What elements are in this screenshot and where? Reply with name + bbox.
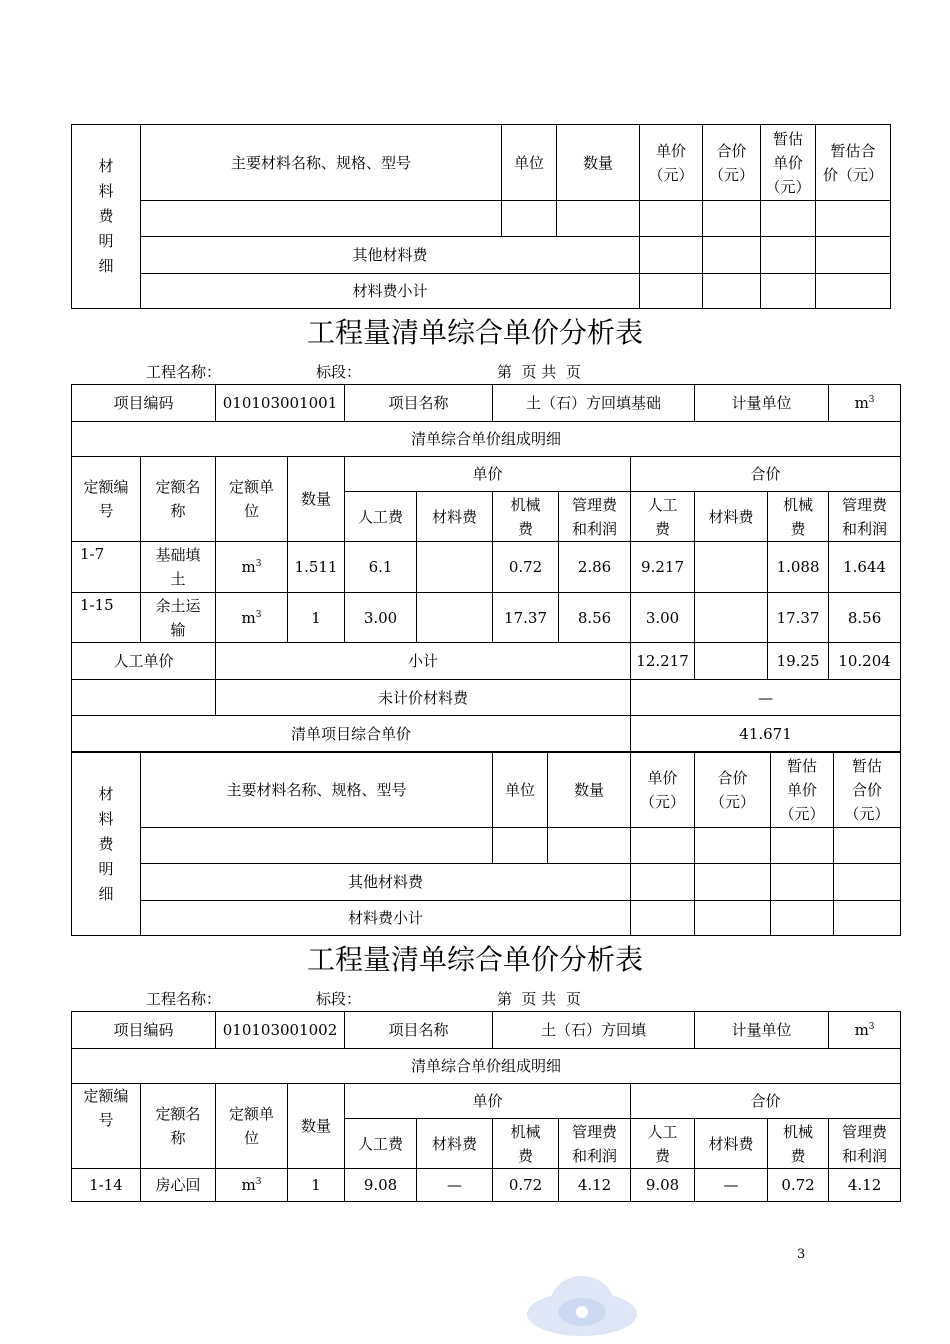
col-group-total-price: 合价: [631, 1084, 901, 1119]
material-total: [695, 542, 768, 593]
material-total: —: [695, 1169, 768, 1202]
empty-cell: [771, 864, 834, 901]
material-fee-subtotal-label: 材料费小计: [141, 901, 631, 936]
section-label-2: 标段：: [316, 990, 362, 1008]
project-code-label: 项目编码: [72, 385, 216, 422]
analysis-table-2: [71, 1011, 901, 1202]
header-material-name: 主要材料名称、规格、型号: [141, 753, 493, 828]
col-mgmt-profit: 管理费 和利润: [559, 1119, 631, 1169]
labor: 6.1: [345, 542, 417, 593]
page-number: 3: [797, 1247, 806, 1262]
col-group-unit-price: 单价: [345, 457, 631, 492]
quota-name: 余土运 输: [141, 593, 216, 643]
page-info-1: 第 页 共 页: [497, 363, 581, 381]
empty-cell: [640, 274, 703, 309]
machine-total: 17.37: [768, 593, 829, 643]
labor: 3.00: [345, 593, 417, 643]
empty-cell: [816, 274, 891, 309]
col-material-total: 材料费: [695, 1119, 768, 1169]
col-machine: 机械 费: [493, 1119, 559, 1169]
empty-cell: [640, 201, 703, 237]
measure-unit-label: 计量单位: [695, 385, 829, 422]
col-quota-code: 定额编 号: [72, 457, 141, 542]
material: —: [417, 1169, 493, 1202]
header-est-unit-price: 暂估 单价 （元）: [771, 753, 834, 828]
col-mgmt-profit-total: 管理费 和利润: [829, 492, 901, 542]
subtotal-label: 小计: [216, 643, 631, 680]
col-quota-unit: 定额单 位: [216, 1084, 288, 1169]
header-est-total-price: 暂估 合价 （元）: [834, 753, 901, 828]
material-detail-table-1: [71, 752, 901, 936]
subtotal-labor: 12.217: [631, 643, 695, 680]
col-labor-total: 人工 费: [631, 1119, 695, 1169]
empty-cell: [631, 828, 695, 864]
header-unit-price: 单价 （元）: [640, 125, 703, 201]
project-name-label: 项目名称: [345, 1012, 493, 1049]
table-row: [72, 542, 901, 593]
labor-unit-price-label: 人工单价: [72, 643, 216, 680]
col-group-total-price: 合价: [631, 457, 901, 492]
empty-cell: [695, 864, 771, 901]
other-material-fee-label: 其他材料费: [141, 237, 640, 274]
col-quota-name: 定额名 称: [141, 457, 216, 542]
empty-cell: [816, 237, 891, 274]
quantity: 1.511: [288, 542, 345, 593]
analysis-table-1: [71, 384, 901, 752]
quota-unit: $m^3$: [216, 542, 288, 593]
composition-detail-label: 清单综合单价组成明细: [72, 1049, 901, 1084]
mgmt-profit-total: 1.644: [829, 542, 901, 593]
measure-unit-value: $m^3$: [829, 385, 901, 422]
quota-code: 1-15: [72, 593, 141, 643]
table-row: [72, 1169, 901, 1202]
project-name-label: 项目名称: [345, 385, 493, 422]
project-code-label: 项目编码: [72, 1012, 216, 1049]
col-labor: 人工费: [345, 492, 417, 542]
header-quantity: 数量: [548, 753, 631, 828]
col-quota-name: 定额名 称: [141, 1084, 216, 1169]
project-name-label-2: 工程名称：: [146, 990, 222, 1008]
empty-cell: [141, 201, 502, 237]
empty-cell: [695, 901, 771, 936]
header-unit: 单位: [493, 753, 548, 828]
col-quantity: 数量: [288, 457, 345, 542]
empty-cell: [703, 274, 761, 309]
quota-code: 1-14: [72, 1169, 141, 1202]
empty-cell: [761, 274, 816, 309]
page-info-2: 第 页 共 页: [497, 990, 581, 1008]
empty-cell: [557, 201, 640, 237]
mgmt-profit: 8.56: [559, 593, 631, 643]
empty-cell: [771, 828, 834, 864]
col-mgmt-profit: 管理费 和利润: [559, 492, 631, 542]
unpriced-material-fee-value: —: [631, 680, 901, 716]
project-code-value: 010103001002: [216, 1012, 345, 1049]
col-material: 材料费: [417, 492, 493, 542]
project-name-label-1: 工程名称：: [146, 363, 222, 381]
section-label-1: 标段：: [316, 363, 362, 381]
col-labor: 人工费: [345, 1119, 417, 1169]
col-labor-total: 人工 费: [631, 492, 695, 542]
labor: 9.08: [345, 1169, 417, 1202]
machine-total: 1.088: [768, 542, 829, 593]
empty-cell: [761, 201, 816, 237]
table-row: [72, 593, 901, 643]
mgmt-profit-total: 4.12: [829, 1169, 901, 1202]
col-material-total: 材料费: [695, 492, 768, 542]
unpriced-material-fee-label: 未计价材料费: [216, 680, 631, 716]
empty-cell: [695, 828, 771, 864]
composite-unit-price-label: 清单项目综合单价: [72, 716, 631, 752]
material: [417, 542, 493, 593]
col-quota-code: 定额编 号: [72, 1084, 141, 1169]
composition-detail-label: 清单综合单价组成明细: [72, 422, 901, 457]
empty-cell: [631, 901, 695, 936]
empty-cell: [761, 237, 816, 274]
machine: 17.37: [493, 593, 559, 643]
header-total-price: 合价 （元）: [695, 753, 771, 828]
col-machine: 机械 费: [493, 492, 559, 542]
subtotal-material: [695, 643, 768, 680]
quantity: 1: [288, 593, 345, 643]
analysis-table-title-1: 工程量清单综合单价分析表: [306, 316, 643, 349]
measure-unit-label: 计量单位: [695, 1012, 829, 1049]
material-detail-side-label: 材 料 费 明 细: [72, 125, 141, 309]
col-material: 材料费: [417, 1119, 493, 1169]
empty-cell: [703, 237, 761, 274]
col-machine-total: 机械 费: [768, 492, 829, 542]
mgmt-profit-total: 8.56: [829, 593, 901, 643]
measure-unit-value: $m^3$: [829, 1012, 901, 1049]
watermark-logo-icon: [523, 1274, 641, 1344]
mgmt-profit: 4.12: [559, 1169, 631, 1202]
quota-code: 1-7: [72, 542, 141, 593]
header-est-unit-price: 暂估 单价 （元）: [761, 125, 816, 201]
subtotal-mgmt-profit: 10.204: [829, 643, 901, 680]
material-detail-table-top: [71, 124, 891, 309]
material-total: [695, 593, 768, 643]
empty-cell: [771, 901, 834, 936]
quantity: 1: [288, 1169, 345, 1202]
subtotal-machine: 19.25: [768, 643, 829, 680]
project-code-value: 010103001001: [216, 385, 345, 422]
empty-cell: [834, 901, 901, 936]
quota-name: 基础填 土: [141, 542, 216, 593]
header-unit: 单位: [502, 125, 557, 201]
labor-total: 9.217: [631, 542, 695, 593]
material-detail-side-label: 材 料 费 明 细: [72, 753, 141, 936]
labor-total: 9.08: [631, 1169, 695, 1202]
quota-unit: $m^3$: [216, 593, 288, 643]
col-quantity: 数量: [288, 1084, 345, 1169]
header-total-price: 合价 （元）: [703, 125, 761, 201]
empty-cell: [502, 201, 557, 237]
material: [417, 593, 493, 643]
col-machine-total: 机械 费: [768, 1119, 829, 1169]
labor-total: 3.00: [631, 593, 695, 643]
quota-name: 房心回: [141, 1169, 216, 1202]
machine: 0.72: [493, 542, 559, 593]
mgmt-profit: 2.86: [559, 542, 631, 593]
empty-cell: [548, 828, 631, 864]
header-material-name: 主要材料名称、规格、型号: [141, 125, 502, 201]
analysis-table-title-2: 工程量清单综合单价分析表: [306, 943, 643, 976]
empty-cell: [816, 201, 891, 237]
empty-cell: [640, 237, 703, 274]
col-mgmt-profit-total: 管理费 和利润: [829, 1119, 901, 1169]
other-material-fee-label: 其他材料费: [141, 864, 631, 901]
empty-cell: [834, 828, 901, 864]
header-quantity: 数量: [557, 125, 640, 201]
composite-unit-price-value: 41.671: [631, 716, 901, 752]
empty-cell: [72, 680, 216, 716]
col-group-unit-price: 单价: [345, 1084, 631, 1119]
empty-cell: [834, 864, 901, 901]
project-name-value: 土（石）方回填: [493, 1012, 695, 1049]
empty-cell: [141, 828, 493, 864]
quota-unit: $m^3$: [216, 1169, 288, 1202]
machine: 0.72: [493, 1169, 559, 1202]
empty-cell: [703, 201, 761, 237]
machine-total: 0.72: [768, 1169, 829, 1202]
header-unit-price: 单价 （元）: [631, 753, 695, 828]
empty-cell: [631, 864, 695, 901]
project-name-value: 土（石）方回填基础: [493, 385, 695, 422]
empty-cell: [493, 828, 548, 864]
header-est-total-price: 暂估合 价（元）: [816, 125, 891, 201]
material-fee-subtotal-label: 材料费小计: [141, 274, 640, 309]
col-quota-unit: 定额单 位: [216, 457, 288, 542]
